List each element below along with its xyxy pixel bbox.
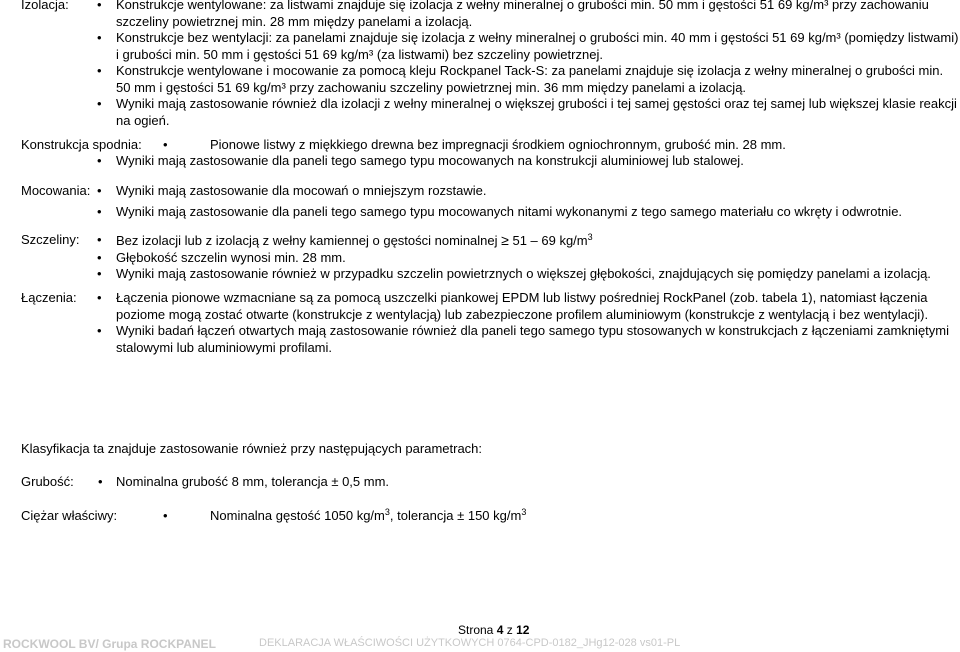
bullet: •	[97, 266, 102, 281]
bullet: •	[97, 63, 102, 78]
page-number: Strona 4 z 12	[458, 623, 530, 637]
laczenia-list	[97, 290, 960, 356]
footer-company: ROCKWOOL BV/ Grupa ROCKPANEL	[3, 637, 216, 651]
konstrukcja-spodnia-label: Konstrukcja spodnia:	[21, 137, 142, 152]
konstrukcja-spodnia-item-2: • Wyniki mają zastosowanie dla paneli tego samego typu mocowanych na konstrukcji aluminiowej lub stalowej.	[97, 153, 744, 168]
mocowania-item-1: • Wyniki mają zastosowanie dla mocowań o mniejszym rozstawie.	[97, 183, 487, 198]
konstrukcja-spodnia-list	[97, 153, 960, 170]
mocowania-item-2: • Wyniki mają zastosowanie dla paneli tego samego typu mocowanych nitami wykonanymi z tego samego materiału co wkręty i odwrotnie.	[97, 203, 903, 219]
bullet: •	[98, 474, 103, 489]
ciezar-label: Ciężar właściwy:	[21, 508, 118, 523]
bullet: •	[97, 203, 102, 219]
szczeliny-item-3: • Wyniki mają zastosowanie również w przypadku szczelin powietrznych o większej głębokości, znajdujących się pomiędzy panelami a izolacją.	[97, 266, 931, 281]
ciezar-text: Nominalna gęstość 1050 $kg/m^3$, tolerancja ± 150 $kg/m^3$	[210, 507, 527, 523]
geq-symbol: ≥	[501, 232, 509, 248]
bullet: •	[97, 232, 102, 247]
bullet: •	[97, 0, 102, 12]
bullet: •	[163, 137, 168, 152]
izolacja-item-1: • Konstrukcje wentylowane: za listwami znajduje się izolacja z wełny mineralnej o grubości min. 50 mm i gęstości 51 69 kg/m³ przy zachowaniu szczeliny powietrznej min. 28 mm między panelami a izolacją.	[116, 0, 960, 30]
konstrukcja-spodnia-item-1: Pionowe listwy z miękkiego drewna bez impregnacji środkiem ogniochronnym, grubość min. 28 mm.	[210, 137, 786, 152]
izolacja-label: Izolacja:	[21, 0, 69, 12]
laczenia-item-1: • Łączenia pionowe wzmacniane są za pomocą uszczelki piankowej EPDM lub listwy pośredniej RockPanel (zob. tabela 1), natomiast łączenia poziome mogą zostać otwarte (konstrukcje z wentylacją) lub zabezpieczone profilem aluminiowym (konstrukcje z wentylacją i bez wentylacji).	[97, 290, 929, 322]
mocowania-label: Mocowania:	[21, 183, 91, 198]
szczeliny-item-1: • Bez izolacji lub z izolacją z wełny kamiennej o gęstości nominalnej ≥ 51 – 69 $kg/m^3$	[97, 232, 593, 248]
laczenia-item-2: • Wyniki badań łączeń otwartych mają zastosowanie również dla paneli tego samego typu stosowanych w konstrukcjach z łączeniami zamkniętymi stalowymi lub aluminiowymi profilami.	[97, 323, 949, 355]
bullet: •	[97, 30, 102, 45]
mocowania-list	[97, 183, 960, 220]
bullet: •	[97, 96, 102, 111]
footer-declaration: DEKLARACJA WŁAŚCIWOŚCI UŻYTKOWYCH 0764-CPD-0182_JHg12-028 vs01-PL	[259, 637, 681, 649]
izolacja-item-2: • Konstrukcje bez wentylacji: za panelami znajduje się izolacja z wełny mineralnej o grubości min. 40 mm i gęstości 51 69 kg/m³ (pomiędzy listwami) i grubości min. 50 mm i gęstości 51 69 kg/m³ (za listwami) bez szczeliny powietrznej.	[97, 30, 959, 62]
szczeliny-list	[97, 232, 960, 283]
izolacja-list	[97, 0, 960, 129]
laczenia-label: Łączenia:	[21, 290, 77, 305]
bullet: •	[97, 153, 102, 168]
grubosc-text: Nominalna grubość 8 mm, tolerancja ± 0,5 mm.	[116, 474, 390, 489]
klasyfikacja-intro: Klasyfikacja ta znajduje zastosowanie również przy następujących parametrach:	[21, 441, 483, 456]
szczeliny-item-2: • Głębokość szczelin wynosi min. 28 mm.	[97, 249, 346, 265]
bullet: •	[163, 508, 168, 523]
bullet: •	[97, 323, 102, 338]
grubosc-label: Grubość:	[21, 474, 74, 489]
izolacja-item-4: • Wyniki mają zastosowanie również dla izolacji z wełny mineralnej o większej grubości i tej samej gęstości oraz tej samej lub większej klasie reakcji na ogień.	[97, 96, 957, 128]
bullet: •	[97, 249, 102, 265]
bullet: •	[97, 290, 102, 305]
izolacja-item-3: • Konstrukcje wentylowane i mocowanie za pomocą kleju Rockpanel Tack-S: za panelami znajduje się izolacja z wełny mineralnej o grubości min. 50 mm i gęstości 51 69 kg/m³ przy zachowaniu szczeliny powietrznej min. 36 mm między panelami a izolacją.	[97, 63, 944, 95]
szczeliny-label: Szczeliny:	[21, 232, 80, 247]
bullet: •	[97, 183, 102, 198]
